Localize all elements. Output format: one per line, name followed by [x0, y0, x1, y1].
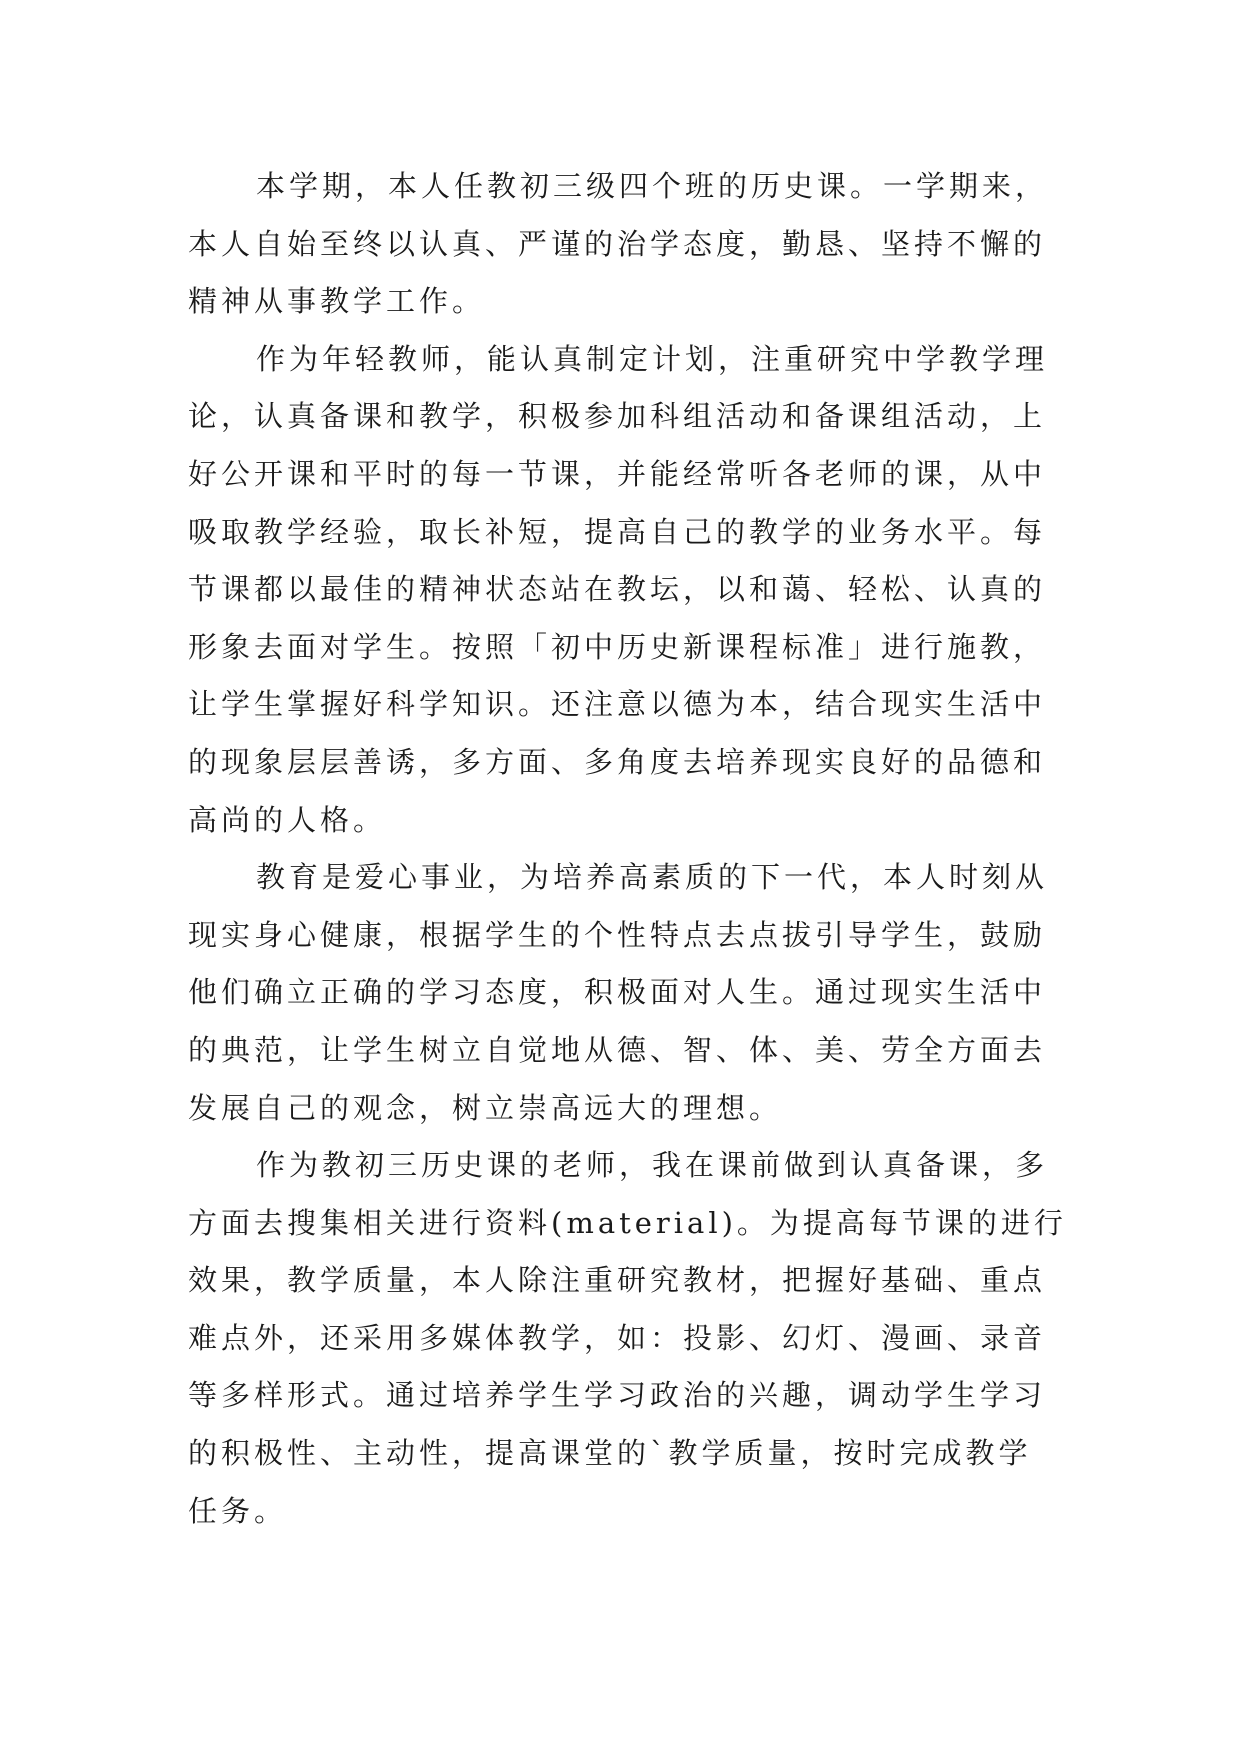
paragraph-line: 本人自始至终以认真、严谨的治学态度，勤恳、坚持不懈的	[188, 226, 1047, 261]
paragraph-line: 的典范，让学生树立自觉地从德、智、体、美、劳全方面去	[188, 1032, 1047, 1067]
paragraph-line: 方面去搜集相关进行资料(material)。为提高每节课的进行	[188, 1205, 1067, 1240]
paragraph-line: 形象去面对学生。按照「初中历史新课程标准」进行施教，	[188, 629, 1047, 664]
paragraph-line: 发展自己的观念，树立崇高远大的理想。	[188, 1090, 783, 1125]
paragraph-line: 现实身心健康，根据学生的个性特点去点拔引导学生，鼓励	[188, 917, 1047, 952]
paragraph-4	[188, 1137, 1068, 1540]
paragraph-line: 高尚的人格。	[188, 802, 387, 837]
paragraph-line: 教育是爱心事业，为培养高素质的下一代，本人时刻从	[256, 860, 1049, 895]
paragraph-line: 好公开课和平时的每一节课，并能经常听各老师的课，从中	[188, 456, 1047, 491]
paragraph-2	[188, 331, 1068, 849]
paragraph-line: 他们确立正确的学习态度，积极面对人生。通过现实生活中	[188, 975, 1047, 1010]
paragraph-line: 的现象层层善诱，多方面、多角度去培养现实良好的品德和	[188, 744, 1047, 779]
paragraph-line: 的积极性、主动性，提高课堂的`教学质量，按时完成教学	[188, 1436, 1032, 1471]
document-body	[188, 158, 1068, 1540]
paragraph-line: 精神从事教学工作。	[188, 284, 486, 319]
paragraph-line: 作为年轻教师，能认真制定计划，注重研究中学教学理	[256, 341, 1049, 376]
paragraph-line: 难点外，还采用多媒体教学，如：投影、幻灯、漫画、录音	[188, 1320, 1047, 1355]
paragraph-line: 本学期，本人任教初三级四个班的历史课。一学期来，	[256, 169, 1049, 203]
paragraph-line: 效果，教学质量，本人除注重研究教材，把握好基础、重点	[188, 1263, 1047, 1298]
paragraph-line: 任务。	[188, 1493, 288, 1528]
paragraph-line: 节课都以最佳的精神状态站在教坛，以和蔼、轻松、认真的	[188, 572, 1047, 607]
paragraph-line: 等多样形式。通过培养学生学习政治的兴趣，调动学生学习	[188, 1378, 1047, 1413]
paragraph-line: 作为教初三历史课的老师，我在课前做到认真备课，多	[256, 1148, 1049, 1183]
paragraph-line: 论，认真备课和教学，积极参加科组活动和备课组活动，上	[188, 399, 1047, 434]
paragraph-1	[188, 158, 1068, 331]
paragraph-line: 让学生掌握好科学知识。还注意以德为本，结合现实生活中	[188, 687, 1047, 722]
paragraph-3	[188, 849, 1068, 1137]
paragraph-line: 吸取教学经验，取长补短，提高自己的教学的业务水平。每	[188, 514, 1047, 549]
